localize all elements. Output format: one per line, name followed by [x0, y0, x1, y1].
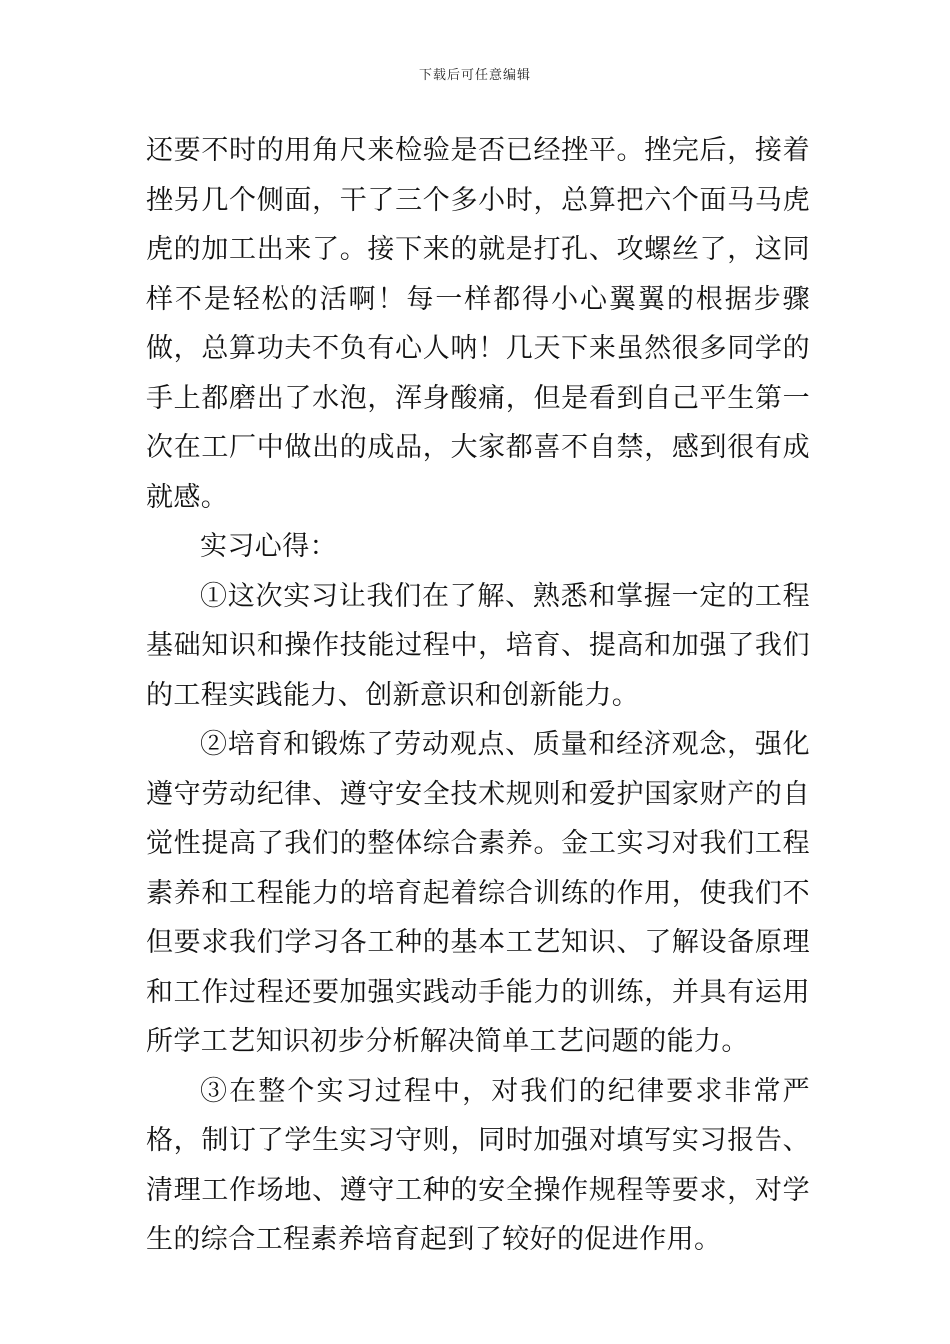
- paragraph-point-1: ①这次实习让我们在了解、熟悉和掌握一定的工程基础知识和操作技能过程中，培育、提高和加强了我们的工程实践能力、创新意识和创新能力。: [146, 580, 810, 711]
- document-body: [146, 126, 810, 1265]
- paragraph-point-3: ③在整个实习过程中，对我们的纪律要求非常严格，制订了学生实习守则，同时加强对填写实习报告、清理工作场地、遵守工种的安全操作规程等要求，对学生的综合工程素养培育起到了较好的促进作用。: [146, 1075, 810, 1255]
- page-header-note: 下载后可任意编辑: [418, 68, 531, 83]
- section-heading-internship-insights: 实习心得：: [200, 531, 337, 562]
- paragraph-point-2: ②培育和锻炼了劳动观点、质量和经济观念，强化遵守劳动纪律、遵守安全技术规则和爱护国家财产的自觉性提高了我们的整体综合素养。金工实习对我们工程素养和工程能力的培育起着综合训练的作用，使我们不但要求我们学习各工种的基本工艺知识、了解设备原理和工作过程还要加强实践动手能力的训练，并具有运用所学工艺知识初步分析解决简单工艺问题的能力。: [146, 729, 810, 1057]
- paragraph-continuation: 还要不时的用角尺来检验是否已经挫平。挫完后，接着挫另几个侧面，干了三个多小时，总算把六个面马马虎虎的加工出来了。接下来的就是打孔、攻螺丝了，这同样不是轻松的活啊！每一样都得小心翼翼的根据步骤做，总算功夫不负有心人呐！几天下来虽然很多同学的手上都磨出了水泡，浑身酸痛，但是看到自己平生第一次在工厂中做出的成品，大家都喜不自禁，感到很有成就感。: [146, 135, 810, 513]
